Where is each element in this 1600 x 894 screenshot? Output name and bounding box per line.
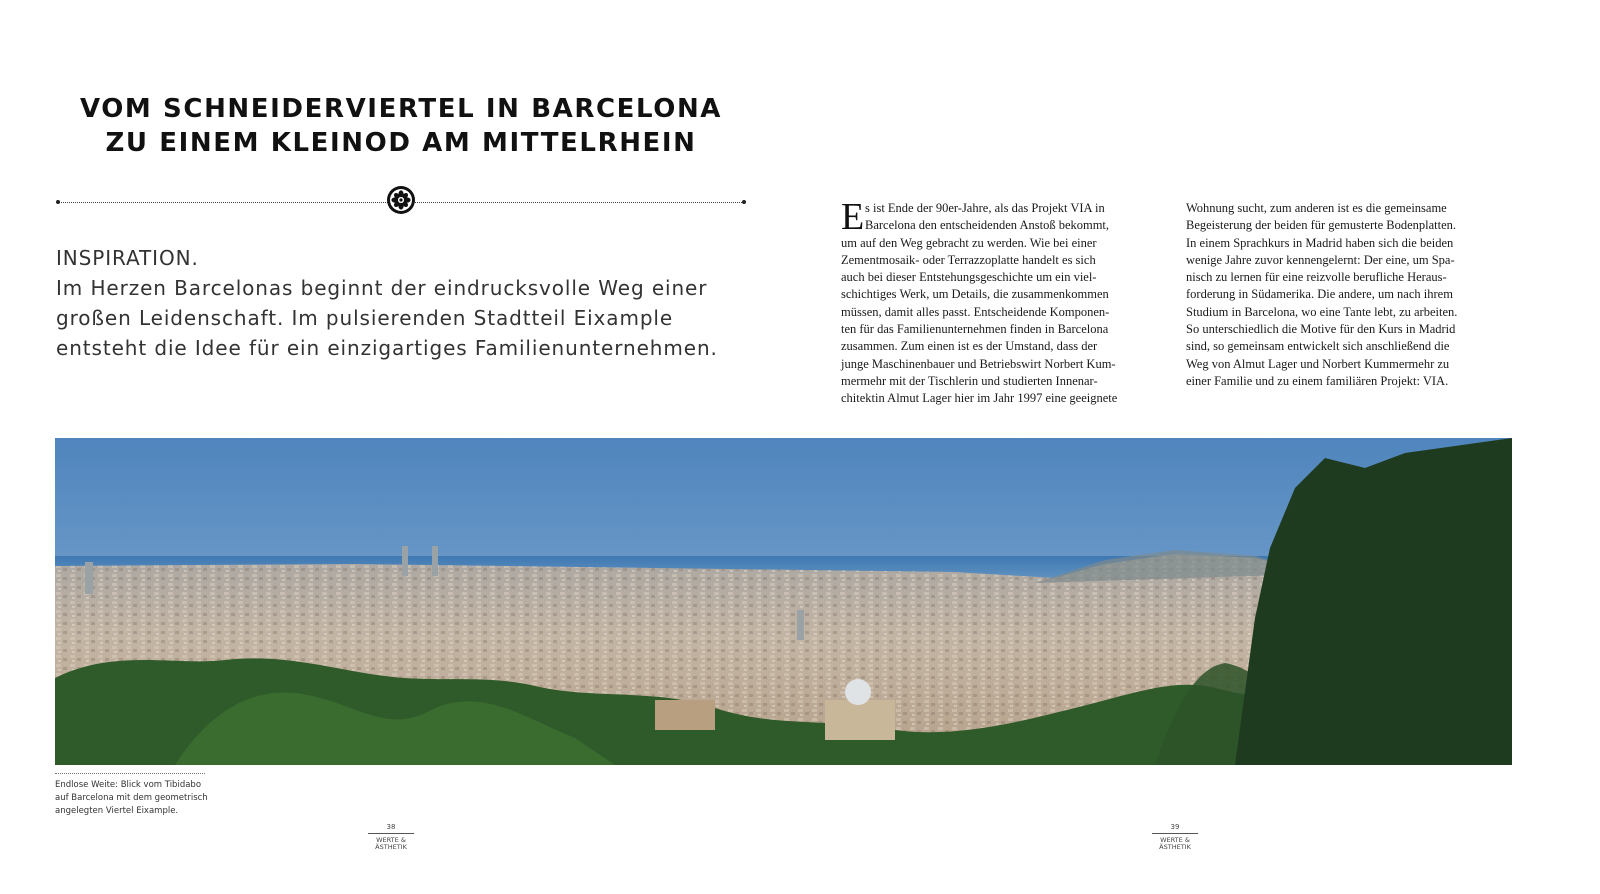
body-line: Weg von Almut Lager und Norbert Kummermehr zu [1186, 356, 1450, 371]
body-line: junge Maschinenbauer und Betriebswirt Norbert Kum- [841, 356, 1116, 371]
intro-kicker: INSPIRATION. [56, 246, 199, 270]
folio-rule [1152, 833, 1198, 834]
body-line: Barcelona den entscheidenden Anstoß bekommt, [865, 218, 1110, 233]
folio-label: ÄSTHETIK [1159, 843, 1191, 851]
body-column-2 [1186, 200, 1516, 390]
body-line: mermehr mit der Tischlerin und studierten Innenar- [841, 373, 1098, 388]
body-line: einer Familie und zu einem familiären Projekt: VIA. [1186, 373, 1449, 388]
body-line: um auf den Weg gebracht zu werden. Wie bei einer [841, 235, 1097, 250]
intro-block [56, 243, 776, 363]
body-line: ten für das Familienunternehmen finden in Barcelona [841, 322, 1109, 337]
page-headline [56, 92, 746, 160]
drop-cap: E [841, 196, 865, 238]
divider-dot-right [742, 200, 746, 204]
body-line: zusammen. Zum einen ist es der Umstand, dass der [841, 339, 1098, 354]
body-line: chitektin Almut Lager hier im Jahr 1997 eine geeignete [841, 391, 1118, 406]
page-number: 39 [1170, 823, 1180, 831]
folio-rule [368, 833, 414, 834]
intro-line: Im Herzen Barcelonas beginnt der eindrucksvolle Weg einer [56, 276, 708, 300]
body-line: sind, so gemeinsam entwickelt sich anschließend die [1186, 339, 1450, 354]
body-line: müssen, damit alles passt. Entscheidende Komponen- [841, 304, 1110, 319]
folio-left [356, 823, 426, 851]
headline-line-1: VOM SCHNEIDERVIERTEL IN BARCELONA [79, 94, 723, 124]
body-line: In einem Sprachkurs in Madrid haben sich die beiden [1186, 235, 1454, 250]
divider-dot-left [56, 200, 60, 204]
body-line: nisch zu lernen für eine reizvolle berufliche Heraus- [1186, 270, 1447, 285]
intro-line: entsteht die Idee für ein einzigartiges Familienunternehmen. [56, 336, 718, 360]
folio-label: WERTE & [376, 836, 406, 844]
body-line: wenige Jahre zuvor kennengelernt: Der eine, um Spa- [1186, 252, 1455, 267]
page-number: 38 [386, 823, 396, 831]
body-line: auch bei dieser Entstehungsgeschichte um ein viel- [841, 270, 1097, 285]
caption-line: auf Barcelona mit dem geometrisch [55, 793, 208, 803]
barcelona-panorama-photo [55, 438, 1512, 765]
caption-rule [55, 773, 205, 774]
rosette-ornament-icon [386, 185, 416, 215]
folio-label: WERTE & [1160, 836, 1190, 844]
body-column-1 [841, 196, 1171, 408]
headline-line-2: ZU EINEM KLEINOD AM MITTELRHEIN [105, 128, 697, 158]
caption-line: angelegten Viertel Eixample. [55, 806, 179, 816]
body-line: Zementmosaik- oder Terrazzoplatte handelt es sich [841, 252, 1096, 267]
body-line: schichtiges Werk, um Details, die zusammenkommen [841, 287, 1109, 302]
folio-right [1140, 823, 1210, 851]
folio-label: ÄSTHETIK [375, 843, 407, 851]
intro-line: großen Leidenschaft. Im pulsierenden Stadtteil Eixample [56, 306, 674, 330]
photo-caption [55, 779, 255, 818]
ornamental-divider [56, 183, 746, 213]
caption-line: Endlose Weite: Blick vom Tibidabo [55, 780, 202, 790]
body-line: Studium in Barcelona, wo eine Tante lebt, zu arbeiten. [1186, 304, 1458, 319]
body-line: forderung in Südamerika. Die andere, um nach ihrem [1186, 287, 1453, 302]
body-line: s ist Ende der 90er-Jahre, als das Projekt VIA in [865, 201, 1105, 215]
body-line: Wohnung sucht, zum anderen ist es die gemeinsame [1186, 201, 1447, 215]
body-line: So unterschiedlich die Motive für den Kurs in Madrid [1186, 322, 1456, 337]
body-line: Begeisterung der beiden für gemusterte Bodenplatten. [1186, 218, 1457, 233]
